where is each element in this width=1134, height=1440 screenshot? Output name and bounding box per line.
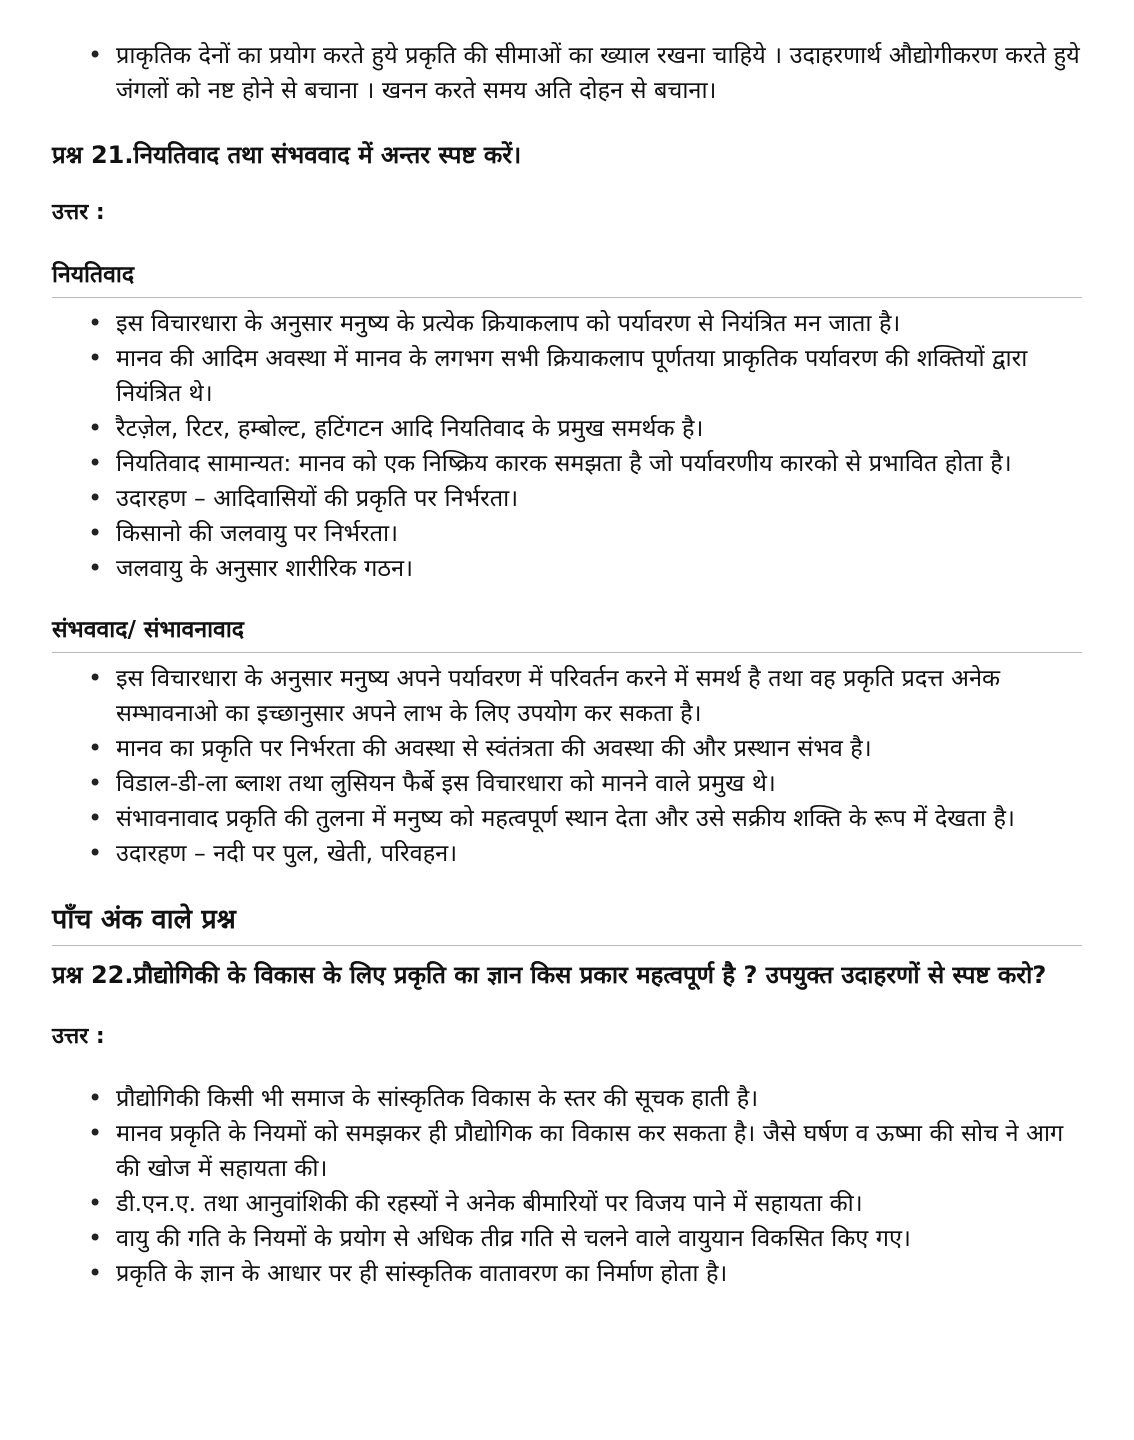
list-item: • इस विचारधारा के अनुसार मनुष्य अपने पर्यावरण में परिवर्तन करने में समर्थ है तथा वह प्रकृति प्रदत्त अनेक सम्भावनाओ का इच्छानुसार अपने लाभ के लिए उपयोग कर सकता है। [116, 661, 1082, 731]
five-marks-heading: पाँच अंक वाले प्रश्न [52, 901, 1082, 946]
intro-bullet-list [52, 38, 1082, 108]
determinism-list [52, 306, 1082, 586]
list-item: • मानव प्रकृति के नियमों को समझकर ही प्रौद्योगिक का विकास कर सकता है। जैसे घर्षण व ऊष्मा की सोच ने आग की खोज में सहायता की। [116, 1116, 1082, 1186]
list-item: • इस विचारधारा के अनुसार मनुष्य के प्रत्येक क्रियाकलाप को पर्यावरण से नियंत्रित मन जाता है। [116, 306, 1082, 341]
list-item: • मानव का प्रकृति पर निर्भरता की अवस्था से स्वंतंत्रता की अवस्था की और प्रस्थान संभव है। [116, 731, 1082, 766]
list-item: • उदारहण – आदिवासियों की प्रकृति पर निर्भरता। [116, 481, 1082, 516]
list-item: • प्राकृतिक देनों का प्रयोग करते हुये प्रकृति की सीमाओं का ख्याल रखना चाहिये । उदाहरणार्थ औद्योगीकरण करते हुये जंगलों को नष्ट होने से बचाना । खनन करते समय अति दोहन से बचाना। [116, 38, 1082, 108]
determinism-heading: नियतिवाद [52, 259, 1082, 298]
list-item: • मानव की आदिम अवस्था में मानव के लगभग सभी क्रियाकलाप पूर्णतया प्राकृतिक पर्यावरण की शक्तियों द्वारा नियंत्रित थे। [116, 341, 1082, 411]
list-item: • विडाल-डी-ला ब्लाश तथा लुसियन फैर्बे इस विचारधारा को मानने वाले प्रमुख थे। [116, 766, 1082, 801]
answer-label: उत्तर : [52, 1024, 105, 1049]
list-item: • संभावनावाद प्रकृति की तुलना में मनुष्य को महत्वपूर्ण स्थान देता और उसे सक्रीय शक्ति के रूप में देखता है। [116, 801, 1082, 836]
possibilism-list [52, 661, 1082, 871]
list-item: • किसानो की जलवायु पर निर्भरता। [116, 516, 1082, 551]
list-item: • रैटज़ेल, रिटर, हम्बोल्ट, हटिंगटन आदि नियतिवाद के प्रमुख समर्थक है। [116, 411, 1082, 446]
list-item: • नियतिवाद सामान्यत: मानव को एक निष्क्रिय कारक समझता है जो पर्यावरणीय कारको से प्रभावित होता है। [116, 446, 1082, 481]
list-item: • प्रकृति के ज्ञान के आधार पर ही सांस्कृतिक वातावरण का निर्माण होता है। [116, 1256, 1082, 1291]
question-21: प्रश्न 21.नियतिवाद तथा संभववाद में अन्तर स्पष्ट करें। [52, 141, 522, 169]
q22-answer-list [52, 1081, 1082, 1291]
possibilism-heading: संभववाद/ संभावनावाद [52, 614, 1082, 653]
list-item: • जलवायु के अनुसार शारीरिक गठन। [116, 551, 1082, 586]
answer-label: उत्तर : [52, 200, 105, 225]
list-item: • प्रौद्योगिकी किसी भी समाज के सांस्कृतिक विकास के स्तर की सूचक हाती है। [116, 1081, 1082, 1116]
list-item: • उदारहण – नदी पर पुल, खेती, परिवहन। [116, 836, 1082, 871]
list-item: • डी.एन.ए. तथा आनुवांशिकी की रहस्यों ने अनेक बीमारियों पर विजय पाने में सहायता की। [116, 1186, 1082, 1221]
list-item: • वायु की गति के नियमों के प्रयोग से अधिक तीव्र गति से चलने वाले वायुयान विकसित किए गए। [116, 1221, 1082, 1256]
question-22: प्रश्न 22.प्रौद्योगिकी के विकास के लिए प्रकृति का ज्ञान किस प्रकार महत्वपूर्ण है ? उपयुक्त उदाहरणों से स्पष्ट करो? [52, 961, 1047, 989]
